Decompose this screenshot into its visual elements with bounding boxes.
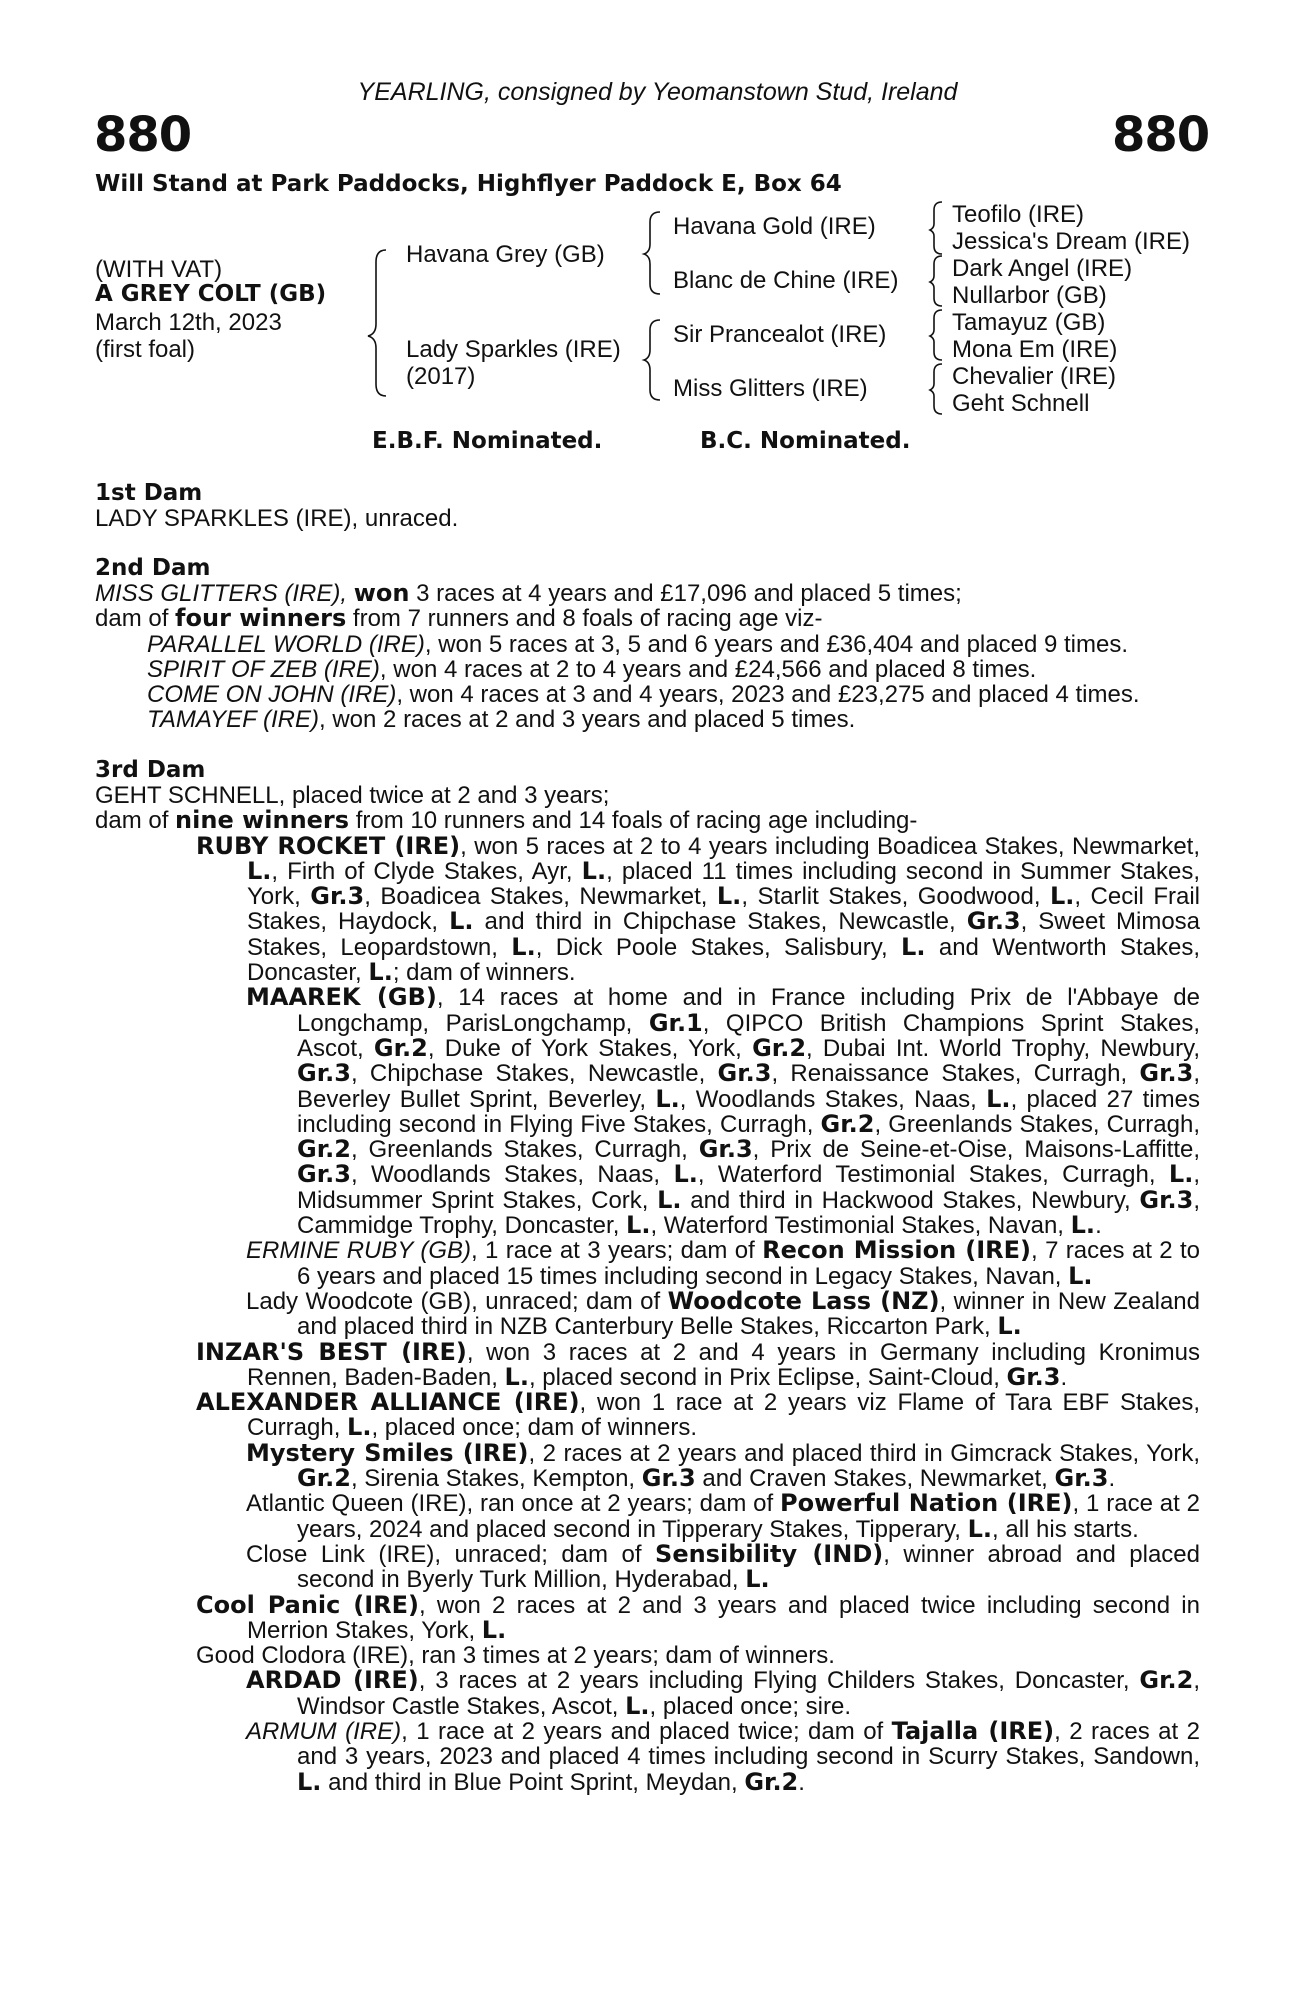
lot-number-right: 880 [1112,107,1210,163]
winners-count: nine winners [175,806,350,835]
bold-text: Gr.2 [752,1033,807,1062]
text: , placed 27 times including second in Flying Five Stakes, Curragh, [297,1085,1200,1138]
bold-text: Gr.3 [717,1059,772,1088]
text: , Chipchase Stakes, Newcastle, [350,1060,718,1088]
text: , Beverley Bullet Sprint, Beverley, [297,1060,1200,1113]
text: , Sirenia Stakes, Kempton, [350,1465,642,1493]
ruby-rocket-entry [146,831,1201,987]
bold-text: L. [1049,882,1075,911]
won-label: won [353,579,410,607]
horse-name: MAAREK (GB) [246,983,437,1012]
bold-text: L. [655,1084,680,1113]
horse-name: RUBY ROCKET (IRE) [196,831,461,860]
second-dam-record: 3 races at 4 years and £17,096 and placed 5 times; [416,580,962,607]
text: , Cammidge Trophy, Doncaster, [297,1186,1201,1240]
horse-name: ERMINE RUBY (GB) [246,1237,471,1265]
pedigree-g5: Tamayuz (GB) [952,309,1106,336]
text: , Midsummer Sprint Stakes, Cork, [297,1161,1200,1214]
first-dam-text: LADY SPARKLES (IRE), unraced. [95,505,459,532]
text: ; dam of winners. [392,959,576,987]
second-dam-section [95,556,1200,733]
text: , Waterford Testimonial Stakes, Navan, [650,1212,1071,1240]
bold-text: Gr.3 [1139,1185,1194,1214]
horse-name: Cool Panic (IRE) [196,1590,419,1619]
pedigree-g3: Dark Angel (IRE) [952,255,1133,282]
bold-text: L. [297,1767,322,1796]
text: , 3 races at 2 years including Flying Childers Stakes, Doncaster, [418,1667,1140,1695]
bold-text: L. [368,958,393,987]
text: and third in Hackwood Stakes, Newbury, [681,1186,1140,1214]
bold-text: Gr.2 [373,1033,428,1062]
text: from 10 runners and 14 foals of racing age including- [355,807,918,835]
text: . [798,1768,805,1796]
text: , winner in New Zealand and placed third in NZB Canterbury Belle Stakes, Riccarton Park, [297,1287,1201,1341]
text: , Cecil Frail Stakes, Haydock, [247,883,1201,936]
horse-name: Mystery Smiles (IRE) [246,1438,529,1467]
text: from 7 runners and 8 foals of racing age viz- [352,605,823,633]
text: , 1 race at 3 years; dam of [471,1237,763,1265]
pedigree-g1: Teofilo (IRE) [952,201,1085,228]
text: , Woodlands Stakes, Naas, [679,1085,987,1113]
bold-text: L. [347,1413,372,1442]
first-dam-heading: 1st Dam [95,480,203,506]
armum-entry [196,1716,1200,1796]
bold-text: L. [581,856,607,885]
horse-name: ALEXANDER ALLIANCE (IRE) [196,1388,580,1417]
foal-record: , won 4 races at 3 and 4 years, 2023 and £23,275 and placed 4 times. [396,681,1140,709]
pedigree-dam-sire: Sir Prancealot (IRE) [673,321,887,348]
text: Atlantic Queen (IRE), ran once at 2 years; dam of [246,1490,781,1518]
second-dam-heading: 2nd Dam [95,555,211,581]
third-dam-produce-line [95,808,1200,833]
atlantic-queen-entry [196,1491,1200,1542]
vat-note: (WITH VAT) [95,256,223,283]
bold-text: Tajalla (IRE) [891,1716,1055,1745]
text: , placed once; dam of winners. [371,1414,697,1442]
bold-text: L. [1068,1261,1093,1290]
text: and third in Blue Point Sprint, Meydan, [321,1768,745,1796]
bold-text: Gr.3 [698,1135,753,1164]
bold-text: L. [625,1691,650,1720]
text: Close Link (IRE), unraced; dam of [246,1540,656,1568]
close-link-entry [196,1539,1200,1594]
text: , Firth of Clyde Stakes, Ayr, [271,857,582,885]
bold-text: L. [745,1565,770,1594]
bold-text: Gr.3 [297,1160,351,1189]
bold-text: L. [1168,1160,1194,1189]
ardad-entry [196,1668,1200,1719]
text: dam of [95,807,169,835]
text: , placed 11 times including second in Summer Stakes, York, [247,857,1200,911]
bold-text: L. [657,1185,682,1214]
bold-text: L. [481,1615,507,1644]
bold-text: L. [673,1160,698,1189]
maarek-entry [196,985,1200,1238]
second-dam-produce-line [95,606,1200,631]
list-item [95,657,1200,682]
bold-text: L. [626,1211,651,1240]
foal-name: COME ON JOHN (IRE) [147,681,397,709]
text: , Duke of York Stakes, York, [427,1034,753,1062]
bold-text: Powerful Nation (IRE) [780,1489,1073,1518]
inzars-best-entry [146,1337,1200,1391]
pedigree-dam-dam: Miss Glitters (IRE) [673,375,868,402]
good-clodora-entry: Good Clodora (IRE), ran 3 times at 2 years; dam of winners. [196,1642,835,1670]
pedigree-dam-year: (2017) [406,363,476,390]
horse-name: ARMUM (IRE) [246,1717,402,1745]
text: , Renaissance Stakes, Curragh, [771,1060,1140,1088]
lot-number-left: 880 [94,107,192,163]
bold-text: L. [986,1084,1011,1113]
bold-text: L. [247,856,272,885]
foal-record: , won 5 races at 3, 5 and 6 years and £36,404 and placed 9 times. [424,630,1128,658]
text: Lady Woodcote (GB), unraced; dam of [246,1287,668,1315]
second-dam-name: MISS GLITTERS (IRE), [95,580,348,607]
bold-text: Gr.3 [966,907,1021,936]
text: , Greenlands Stakes, Curragh, [874,1110,1200,1138]
pedigree-dam: Lady Sparkles (IRE) [406,336,621,363]
pedigree-brackets [0,0,1315,420]
bold-text: L. [449,907,474,936]
text: , Waterford Testimonial Stakes, Curragh, [697,1161,1169,1189]
list-item [95,682,1200,707]
text: , Sweet Mimosa Stakes, Leopardstown, [247,908,1201,961]
text: , Greenlands Stakes, Curragh, [350,1136,699,1164]
text: , Dubai Int. World Trophy, Newbury, [806,1034,1200,1062]
text: , all his starts. [992,1515,1139,1543]
text: , winner abroad and placed second in Byerly Turk Million, Hyderabad, [297,1540,1200,1594]
text: , won 1 race at 2 years viz Flame of Tara EBF Stakes, Curragh, [247,1389,1200,1442]
text: , placed once; sire. [649,1692,851,1720]
text: , 2 races at 2 and 3 years, 2023 and placed 4 times including second in Scurry Stakes, Sandown, [297,1717,1200,1771]
bold-text: L. [716,882,742,911]
foal-name: SPIRIT OF ZEB (IRE) [147,655,380,683]
stand-location: Will Stand at Park Paddocks, Highflyer Paddock E, Box 64 [95,171,842,197]
bold-text: Gr.3 [1054,1464,1109,1493]
list-item [95,707,1200,732]
foal-record: , won 2 races at 2 and 3 years and placed 5 times. [319,706,856,734]
foaling-date: March 12th, 2023 [95,309,282,336]
bold-text: Gr.2 [297,1464,351,1493]
pedigree-sire: Havana Grey (GB) [406,241,605,268]
text: , Starlit Stakes, Goodwood, [741,883,1050,911]
text: , won 2 races at 2 and 3 years and placed twice including second in Merrion Stakes, York, [247,1591,1200,1644]
text: , 2 races at 2 years and placed third in Gimcrack Stakes, York, [528,1439,1200,1467]
bold-text: Gr.3 [641,1464,696,1493]
bold-text: Gr.1 [648,1008,703,1037]
ermine-ruby-entry [196,1238,1200,1289]
bold-text: L. [997,1312,1022,1341]
bold-text: Woodcote Lass (NZ) [667,1286,940,1315]
ebf-nomination: E.B.F. Nominated. [372,428,603,454]
third-dam-heading: 3rd Dam [95,757,206,783]
foal-record: , won 4 races at 2 to 4 years and £24,566 and placed 8 times. [379,655,1037,683]
horse-name: ARDAD (IRE) [246,1666,419,1695]
foal-name: TAMAYEF (IRE) [147,706,320,734]
horse-name: INZAR'S BEST (IRE) [196,1337,467,1366]
bold-text: Gr.3 [1006,1362,1061,1391]
pedigree-g2: Jessica's Dream (IRE) [952,228,1190,255]
text: and Wentworth Stakes, Doncaster, [247,933,1200,987]
pedigree-g4: Nullarbor (GB) [952,282,1107,309]
text: , 14 races at home and in France including Prix de l'Abbaye de Longchamp, ParisLongchamp, [297,984,1200,1037]
mystery-smiles-entry [196,1438,1200,1493]
bold-text: Gr.2 [297,1135,351,1164]
text: , won 3 races at 2 and 4 years in Germany including Kronimus Rennen, Baden-Baden, [247,1338,1200,1391]
text: and third in Chipchase Stakes, Newcastle, [473,908,967,936]
third-dam-name: GEHT SCHNELL, placed twice at 2 and 3 years; [95,782,610,809]
pedigree-g6: Mona Em (IRE) [952,336,1118,363]
list-item [95,632,1200,657]
text: , placed second in Prix Eclipse, Saint-Cloud, [528,1363,1007,1391]
text: . [1108,1465,1116,1493]
winners-count: four winners [175,604,347,633]
bold-text: Gr.2 [820,1109,875,1138]
bold-text: Gr.3 [1139,1059,1194,1088]
bold-text: L. [901,932,926,961]
bold-text: L. [511,932,536,961]
text: , 1 race at 2 years and placed twice; dam of [401,1717,892,1745]
lady-woodcote-entry [196,1286,1201,1341]
bold-text: Recon Mission (IRE) [762,1236,1032,1265]
bold-text: L. [504,1362,529,1391]
text: , Dick Poole Stakes, Salisbury, [535,933,902,961]
text: , Boadicea Stakes, Newmarket, [364,883,717,911]
bold-text: Gr.2 [744,1767,799,1796]
bold-text: Sensibility (IND) [655,1539,884,1568]
text: , QIPCO British Champions Sprint Stakes, Ascot, [297,1009,1200,1062]
pedigree-g8: Geht Schnell [952,390,1090,417]
bold-text: L. [1070,1211,1096,1240]
bc-nomination: B.C. Nominated. [700,428,911,454]
text: , 7 races at 2 to 6 years and placed 15 times including second in Legacy Stakes, Navan, [297,1237,1200,1290]
pedigree-sire-sire: Havana Gold (IRE) [673,213,876,240]
alexander-alliance-entry [146,1390,1200,1441]
foal-name: PARALLEL WORLD (IRE) [147,630,425,658]
consignor-header: YEARLING, consigned by Yeomanstown Stud, Ireland [357,78,958,106]
text: , Woodlands Stakes, Naas, [350,1161,674,1189]
third-dam-section [95,758,1200,1795]
bold-text: Gr.3 [297,1059,351,1088]
bold-text: Gr.2 [1139,1666,1194,1695]
text: , Prix de Seine-et-Oise, Maisons-Laffitte, [752,1136,1200,1164]
pedigree-g7: Chevalier (IRE) [952,363,1117,390]
text: dam of [95,605,169,633]
horse-name: A GREY COLT (GB) [95,281,327,307]
second-dam-line [95,581,1200,606]
text: , 1 race at 2 years, 2024 and placed second in Tipperary Stakes, Tipperary, [297,1490,1200,1543]
pedigree-sire-dam: Blanc de Chine (IRE) [673,267,899,294]
cool-panic-entry [146,1590,1200,1644]
bold-text: Gr.3 [310,882,365,911]
text: and Craven Stakes, Newmarket, [695,1465,1055,1493]
text: . [1060,1363,1068,1391]
text: , Windsor Castle Stakes, Ascot, [297,1667,1200,1720]
first-dam-section [95,481,1200,531]
bold-text: L. [967,1514,993,1543]
foal-note: (first foal) [95,336,196,363]
text: . [1095,1212,1102,1240]
text: , won 5 races at 2 to 4 years including Boadicea Stakes, Newmarket, [460,832,1201,860]
